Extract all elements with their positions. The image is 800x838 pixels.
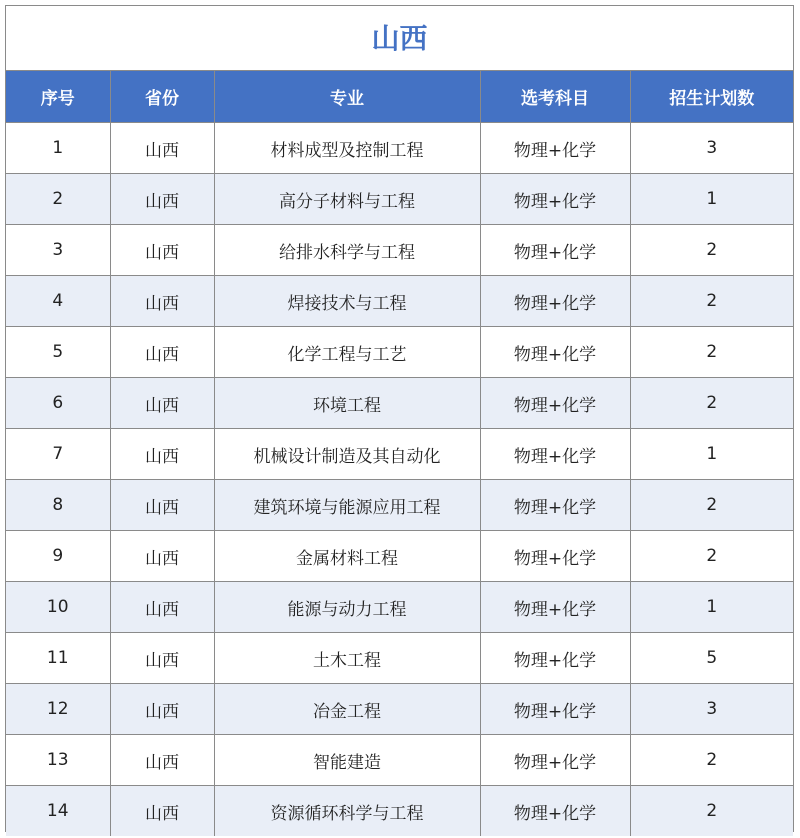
cell-subjects: 物理+化学 [480, 276, 630, 327]
header-major: 专业 [214, 71, 480, 123]
cell-major: 智能建造 [214, 735, 480, 786]
cell-index: 3 [6, 225, 110, 276]
table-row [6, 378, 793, 429]
cell-subjects: 物理+化学 [480, 174, 630, 225]
cell-quota: 2 [630, 276, 793, 327]
header-subjects: 选考科目 [480, 71, 630, 123]
header-province: 省份 [110, 71, 214, 123]
cell-province: 山西 [110, 684, 214, 735]
table-row [6, 225, 793, 276]
header-index: 序号 [6, 71, 110, 123]
cell-province: 山西 [110, 327, 214, 378]
cell-major: 冶金工程 [214, 684, 480, 735]
cell-province: 山西 [110, 174, 214, 225]
cell-index: 9 [6, 531, 110, 582]
cell-quota: 1 [630, 174, 793, 225]
table-title: 山西 [6, 6, 793, 71]
cell-index: 14 [6, 786, 110, 837]
cell-province: 山西 [110, 633, 214, 684]
cell-subjects: 物理+化学 [480, 633, 630, 684]
cell-major: 化学工程与工艺 [214, 327, 480, 378]
cell-province: 山西 [110, 123, 214, 174]
cell-index: 8 [6, 480, 110, 531]
cell-quota: 2 [630, 327, 793, 378]
cell-index: 12 [6, 684, 110, 735]
cell-province: 山西 [110, 786, 214, 837]
header-row [6, 71, 793, 123]
table-row [6, 786, 793, 837]
cell-subjects: 物理+化学 [480, 786, 630, 837]
cell-major: 金属材料工程 [214, 531, 480, 582]
cell-quota: 2 [630, 480, 793, 531]
cell-major: 资源循环科学与工程 [214, 786, 480, 837]
cell-quota: 1 [630, 582, 793, 633]
cell-province: 山西 [110, 225, 214, 276]
table-row [6, 123, 793, 174]
cell-quota: 3 [630, 684, 793, 735]
table-row [6, 480, 793, 531]
cell-major: 焊接技术与工程 [214, 276, 480, 327]
cell-index: 2 [6, 174, 110, 225]
cell-major: 能源与动力工程 [214, 582, 480, 633]
cell-subjects: 物理+化学 [480, 684, 630, 735]
cell-major: 土木工程 [214, 633, 480, 684]
cell-subjects: 物理+化学 [480, 225, 630, 276]
cell-quota: 2 [630, 531, 793, 582]
cell-subjects: 物理+化学 [480, 429, 630, 480]
table-row [6, 633, 793, 684]
cell-quota: 2 [630, 225, 793, 276]
cell-subjects: 物理+化学 [480, 480, 630, 531]
cell-index: 6 [6, 378, 110, 429]
cell-province: 山西 [110, 735, 214, 786]
cell-subjects: 物理+化学 [480, 123, 630, 174]
cell-subjects: 物理+化学 [480, 735, 630, 786]
cell-province: 山西 [110, 429, 214, 480]
table-body [6, 123, 793, 837]
cell-index: 13 [6, 735, 110, 786]
cell-major: 机械设计制造及其自动化 [214, 429, 480, 480]
cell-province: 山西 [110, 582, 214, 633]
cell-quota: 1 [630, 429, 793, 480]
cell-quota: 2 [630, 735, 793, 786]
cell-major: 高分子材料与工程 [214, 174, 480, 225]
cell-major: 材料成型及控制工程 [214, 123, 480, 174]
table-row [6, 327, 793, 378]
cell-subjects: 物理+化学 [480, 378, 630, 429]
cell-major: 给排水科学与工程 [214, 225, 480, 276]
cell-index: 11 [6, 633, 110, 684]
cell-subjects: 物理+化学 [480, 582, 630, 633]
cell-index: 1 [6, 123, 110, 174]
cell-quota: 5 [630, 633, 793, 684]
cell-province: 山西 [110, 276, 214, 327]
cell-province: 山西 [110, 531, 214, 582]
cell-major: 环境工程 [214, 378, 480, 429]
table-row [6, 276, 793, 327]
cell-index: 5 [6, 327, 110, 378]
table-row [6, 582, 793, 633]
cell-index: 4 [6, 276, 110, 327]
cell-subjects: 物理+化学 [480, 327, 630, 378]
table-row [6, 684, 793, 735]
enrollment-table-sheet [5, 5, 794, 832]
table-row [6, 429, 793, 480]
cell-index: 7 [6, 429, 110, 480]
header-quota: 招生计划数 [630, 71, 793, 123]
cell-quota: 3 [630, 123, 793, 174]
cell-province: 山西 [110, 480, 214, 531]
enrollment-table [6, 71, 793, 836]
cell-quota: 2 [630, 378, 793, 429]
cell-province: 山西 [110, 378, 214, 429]
cell-index: 10 [6, 582, 110, 633]
cell-quota: 2 [630, 786, 793, 837]
cell-major: 建筑环境与能源应用工程 [214, 480, 480, 531]
table-row [6, 174, 793, 225]
cell-subjects: 物理+化学 [480, 531, 630, 582]
table-row [6, 531, 793, 582]
table-row [6, 735, 793, 786]
